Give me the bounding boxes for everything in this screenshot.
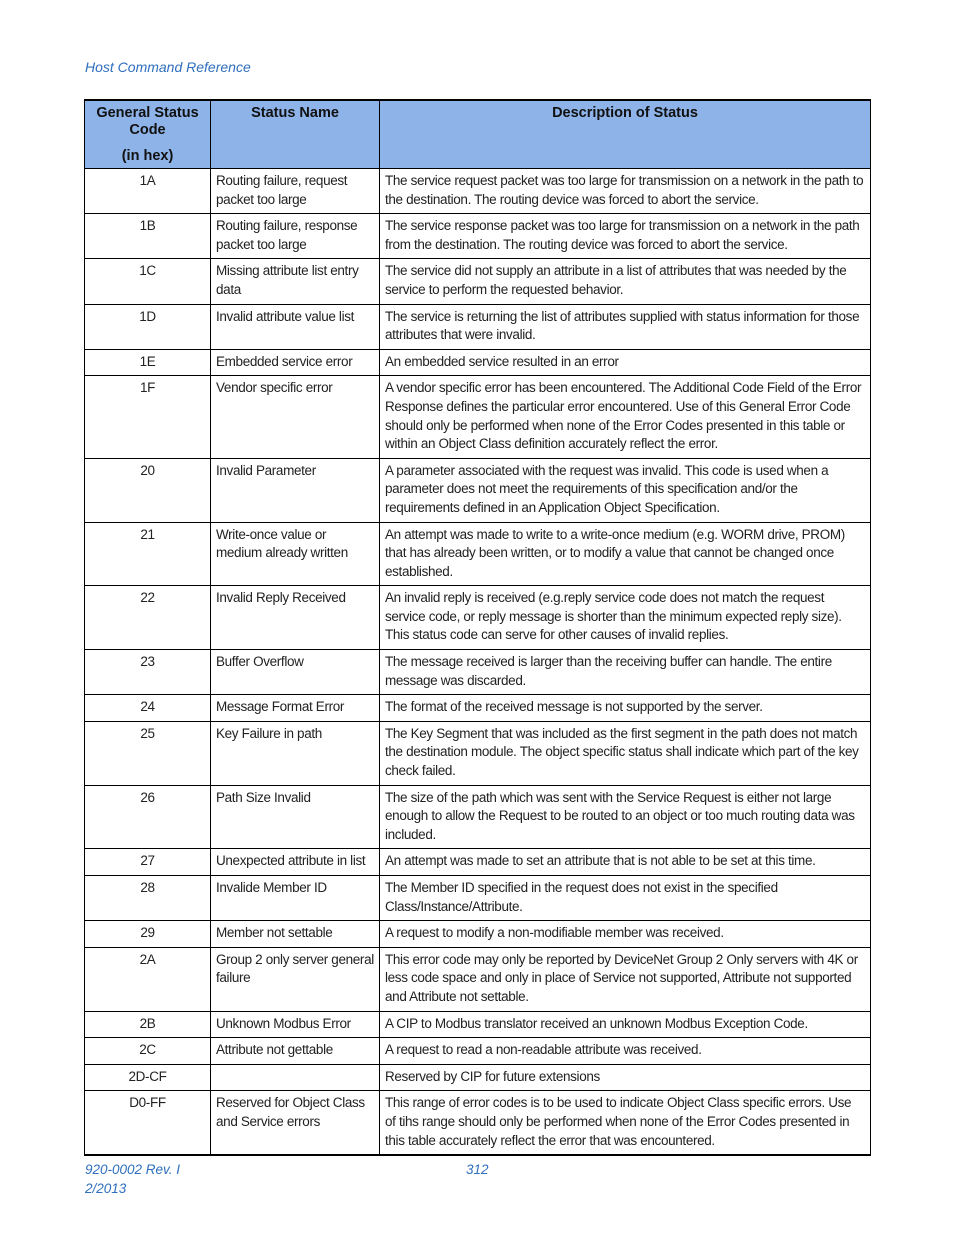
status-description-cell: The format of the received message is not supported by the server. <box>380 695 871 722</box>
table-header-row <box>85 100 871 169</box>
column-header-code-label: General Status Code <box>96 105 199 138</box>
table-body <box>85 169 871 1156</box>
section-title: Host Command Reference <box>85 59 251 75</box>
status-name-cell: Missing attribute list entry data <box>211 259 380 304</box>
status-name-cell: Member not settable <box>211 921 380 948</box>
table-row <box>85 849 871 876</box>
status-name-cell: Reserved for Object Class and Service errors <box>211 1091 380 1155</box>
table-row <box>85 522 871 586</box>
status-name-cell: Invalid Parameter <box>211 458 380 522</box>
status-description-cell: An attempt was made to write to a write-once medium (e.g. WORM drive, PROM) that has already been written, or to modify a value that cannot be changed once established. <box>380 522 871 586</box>
status-name-cell: Path Size Invalid <box>211 785 380 849</box>
status-code-cell: 29 <box>85 921 211 948</box>
status-code-cell: 1F <box>85 376 211 458</box>
table-row <box>85 695 871 722</box>
status-code-cell: D0-FF <box>85 1091 211 1155</box>
status-name-cell: Key Failure in path <box>211 721 380 785</box>
table-row <box>85 947 871 1011</box>
column-header-name: Status Name <box>211 100 380 169</box>
status-code-cell: 26 <box>85 785 211 849</box>
status-description-cell: Reserved by CIP for future extensions <box>380 1064 871 1091</box>
status-description-cell: The service is returning the list of attributes supplied with status information for those attributes that were invalid. <box>380 304 871 349</box>
status-code-cell: 20 <box>85 458 211 522</box>
status-code-cell: 2A <box>85 947 211 1011</box>
table-row <box>85 304 871 349</box>
column-header-description: Description of Status <box>380 100 871 169</box>
status-code-cell: 1B <box>85 214 211 259</box>
table-row <box>85 1038 871 1065</box>
status-description-cell: The service request packet was too large for transmission on a network in the path to the destination. The routing device was forced to abort the service. <box>380 169 871 214</box>
table-row <box>85 650 871 695</box>
table-row <box>85 876 871 921</box>
status-name-cell: Invalid attribute value list <box>211 304 380 349</box>
status-description-cell: A request to read a non-readable attribute was received. <box>380 1038 871 1065</box>
status-name-cell: Unknown Modbus Error <box>211 1011 380 1038</box>
status-code-cell: 1C <box>85 259 211 304</box>
status-name-cell: Unexpected attribute in list <box>211 849 380 876</box>
status-description-cell: A vendor specific error has been encountered. The Additional Code Field of the Error Response defines the particular error encountered. Use of this General Error Code should only be performed when none of the Error Codes presented in this table or within an Object Class definition accurately reflect the error. <box>380 376 871 458</box>
status-description-cell: This error code may only be reported by DeviceNet Group 2 Only servers with 4K or less code space and only in place of Service not supported, Attribute not supported and Attribute not settable. <box>380 947 871 1011</box>
column-header-code <box>85 100 211 169</box>
table-row <box>85 921 871 948</box>
status-code-cell: 2D-CF <box>85 1064 211 1091</box>
table-row <box>85 1011 871 1038</box>
status-name-cell: Buffer Overflow <box>211 650 380 695</box>
status-description-cell: This range of error codes is to be used to indicate Object Class specific errors. Use of tihs range should only be performed when none of the Error Codes presented in this table accurately reflect the error that was encountered. <box>380 1091 871 1155</box>
status-description-cell: The service did not supply an attribute in a list of attributes that was needed by the service to perform the requested behavior. <box>380 259 871 304</box>
status-description-cell: The size of the path which was sent with the Service Request is either not large enough to allow the Request to be routed to an object or too much routing data was included. <box>380 785 871 849</box>
footer-doc-info <box>85 1160 180 1198</box>
table-row <box>85 214 871 259</box>
status-code-cell: 23 <box>85 650 211 695</box>
table-row <box>85 785 871 849</box>
status-code-cell: 1D <box>85 304 211 349</box>
status-name-cell: Embedded service error <box>211 349 380 376</box>
status-code-cell: 25 <box>85 721 211 785</box>
status-code-table <box>84 99 871 1156</box>
footer-doc-number: 920-0002 Rev. I <box>85 1162 181 1177</box>
status-name-cell: Invalid Reply Received <box>211 586 380 650</box>
status-name-cell: Message Format Error <box>211 695 380 722</box>
status-description-cell: The service response packet was too large for transmission on a network in the path from the destination. The routing device was forced to abort the service. <box>380 214 871 259</box>
status-name-cell: Attribute not gettable <box>211 1038 380 1065</box>
status-description-cell: A request to modify a non-modifiable member was received. <box>380 921 871 948</box>
table-row <box>85 259 871 304</box>
table-row <box>85 349 871 376</box>
status-description-cell: The Member ID specified in the request does not exist in the specified Class/Instance/Attribute. <box>380 876 871 921</box>
status-name-cell: Routing failure, response packet too large <box>211 214 380 259</box>
status-name-cell <box>211 1064 380 1091</box>
status-name-cell: Group 2 only server general failure <box>211 947 380 1011</box>
status-name-cell: Routing failure, request packet too large <box>211 169 380 214</box>
status-description-cell: The message received is larger than the receiving buffer can handle. The entire message was discarded. <box>380 650 871 695</box>
table-row <box>85 586 871 650</box>
status-description-cell: A CIP to Modbus translator received an unknown Modbus Exception Code. <box>380 1011 871 1038</box>
table-row <box>85 1064 871 1091</box>
table-row <box>85 169 871 214</box>
status-name-cell: Vendor specific error <box>211 376 380 458</box>
status-code-cell: 2B <box>85 1011 211 1038</box>
status-code-cell: 1A <box>85 169 211 214</box>
table-row <box>85 458 871 522</box>
status-description-cell: An attempt was made to set an attribute that is not able to be set at this time. <box>380 849 871 876</box>
status-description-cell: The Key Segment that was included as the first segment in the path does not match the destination module. The object specific status shall indicate which part of the key check failed. <box>380 721 871 785</box>
status-code-cell: 2C <box>85 1038 211 1065</box>
status-code-cell: 28 <box>85 876 211 921</box>
status-code-cell: 22 <box>85 586 211 650</box>
status-description-cell: An embedded service resulted in an error <box>380 349 871 376</box>
status-code-cell: 24 <box>85 695 211 722</box>
column-header-code-unit: (in hex) <box>121 148 174 164</box>
page-number: 312 <box>466 1162 489 1177</box>
status-code-cell: 27 <box>85 849 211 876</box>
table-row <box>85 1091 871 1155</box>
status-name-cell: Invalide Member ID <box>211 876 380 921</box>
table-row <box>85 376 871 458</box>
status-name-cell: Write-once value or medium already written <box>211 522 380 586</box>
footer-doc-date: 2/2013 <box>85 1181 127 1196</box>
status-code-cell: 1E <box>85 349 211 376</box>
status-description-cell: A parameter associated with the request was invalid. This code is used when a parameter does not meet the requirements of this specification and/or the requirements defined in an Application Object Specification. <box>380 458 871 522</box>
table-row <box>85 721 871 785</box>
status-description-cell: An invalid reply is received (e.g.reply service code does not match the request service code, or reply message is shorter than the minimum expected reply size). This status code can serve for other causes of invalid replies. <box>380 586 871 650</box>
status-code-cell: 21 <box>85 522 211 586</box>
